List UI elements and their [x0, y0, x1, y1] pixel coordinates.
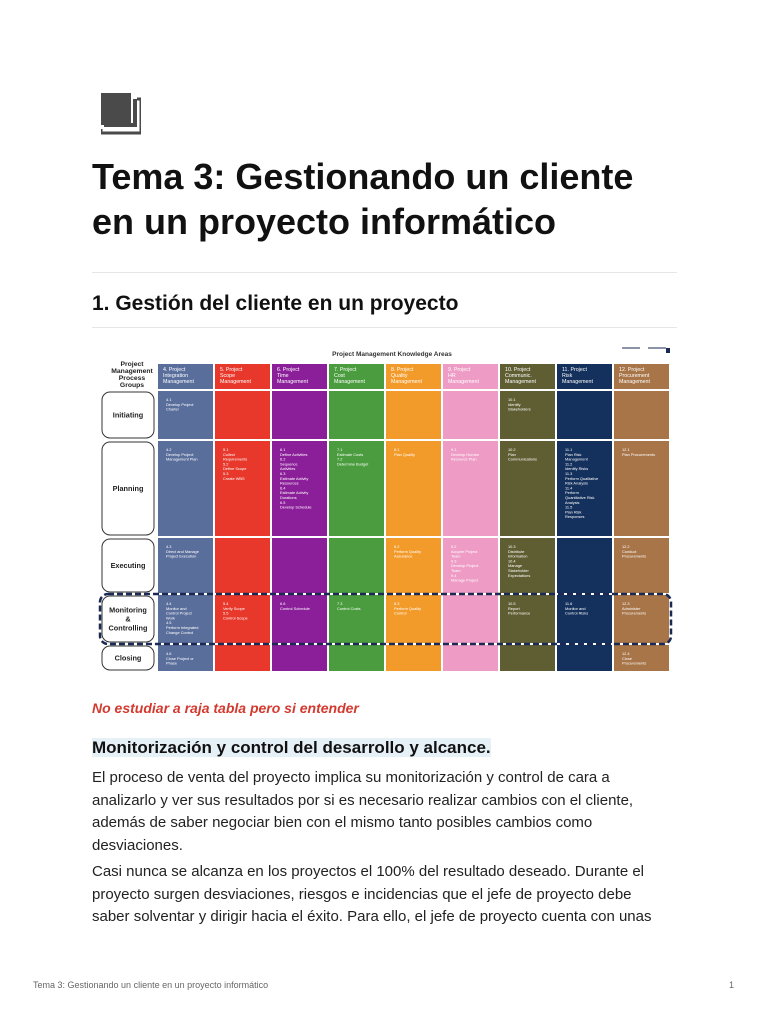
- process-text: Distribute: [508, 548, 525, 554]
- area-cell: [443, 595, 498, 643]
- column-header-label: Integration: [163, 373, 189, 379]
- column-header-label: Management: [619, 379, 650, 385]
- process-text: 11.1: [565, 447, 573, 452]
- process-text: Create WBS: [223, 475, 245, 481]
- process-text: Durations: [280, 495, 297, 500]
- area-cell: [443, 391, 498, 439]
- area-cell: [386, 391, 441, 439]
- process-text: 4.2: [166, 447, 172, 452]
- process-text: Assurance: [394, 553, 413, 559]
- process-text: 9.2: [451, 544, 457, 549]
- process-text: 6.2: [280, 456, 286, 462]
- divider: [92, 327, 677, 328]
- process-text: 7.1: [337, 447, 343, 452]
- area-cell: [557, 538, 612, 593]
- process-text: Perform Quality: [394, 605, 422, 611]
- process-text: Define Scope: [223, 466, 247, 472]
- area-cell: [272, 391, 327, 439]
- column-header-label: Cost: [334, 373, 345, 379]
- process-text: 9.4: [451, 572, 457, 578]
- process-text: 6.6: [280, 601, 286, 606]
- process-text: 10.4: [508, 558, 516, 564]
- process-text: Verify Scope: [223, 605, 245, 611]
- process-text: 5.3: [223, 471, 229, 476]
- process-text: 9.3: [451, 558, 457, 564]
- process-text: 10.1: [508, 397, 516, 402]
- column-header-label: Management: [505, 379, 536, 385]
- process-text: 6.5: [280, 499, 286, 505]
- groups-label-line: Groups: [119, 382, 145, 389]
- process-text: Control Project: [166, 610, 192, 616]
- column-header-label: Quality: [391, 373, 408, 379]
- area-cell: [386, 645, 441, 671]
- process-text: Change Control: [166, 629, 194, 635]
- column-header-label: Management: [391, 379, 422, 385]
- process-text: 10.2: [508, 447, 516, 452]
- process-text: Plan Risk: [565, 509, 582, 515]
- column-header-label: 4. Project: [163, 367, 186, 373]
- process-text: Monitor and: [565, 605, 586, 611]
- process-text: 9.1: [451, 447, 457, 452]
- process-text: Plan Risk: [565, 451, 582, 457]
- process-text: Team: [451, 553, 461, 559]
- process-text: 6.1: [280, 447, 286, 452]
- process-text: 4.3: [166, 544, 172, 549]
- column-header-label: Management: [277, 379, 308, 385]
- process-text: Project Execution: [166, 553, 197, 559]
- process-text: 7.3: [337, 601, 343, 606]
- process-text: Collect: [223, 451, 235, 457]
- process-text: Estimate Activity: [280, 490, 309, 496]
- process-text: Perform Qualitative: [565, 475, 599, 481]
- footer-title: Tema 3: Gestionando un cliente en un proyecto informático: [33, 980, 269, 990]
- process-text: Plan Procurements: [622, 451, 656, 457]
- process-text: Close Project or: [166, 655, 194, 661]
- area-cell: [215, 538, 270, 593]
- subheading: Monitorización y control del desarrollo y alcance.: [92, 738, 491, 757]
- area-cell: [557, 391, 612, 439]
- process-text: Develop Schedule: [280, 504, 312, 510]
- process-text: Communications: [508, 456, 537, 462]
- process-text: Administer: [622, 605, 641, 611]
- process-text: 7.2: [337, 456, 343, 462]
- process-text: Analysis: [565, 499, 580, 505]
- header-mark: [666, 348, 670, 353]
- process-text: Quantitative Risk: [565, 495, 595, 500]
- book-icon: [101, 93, 141, 135]
- pm-knowledge-areas-figure: [92, 342, 676, 676]
- process-text: Control Schedule: [280, 605, 310, 611]
- process-text: 12.2: [622, 544, 630, 549]
- process-text: Activities: [280, 466, 296, 472]
- column-header-label: Scope: [220, 373, 236, 379]
- column-header-label: 8. Project: [391, 367, 414, 373]
- process-group-label: Executing: [110, 561, 146, 570]
- process-text: Perform Quality: [394, 548, 422, 554]
- process-text: Manage: [508, 563, 523, 569]
- process-text: 11.6: [565, 601, 573, 606]
- process-text: Perform Integrated: [166, 625, 199, 630]
- groups-label-line: Project: [120, 361, 144, 368]
- column-header-label: Management: [220, 379, 251, 385]
- process-text: 8.1: [394, 447, 400, 452]
- process-text: Estimate Costs: [337, 451, 364, 457]
- groups-label-line: Management: [111, 368, 153, 375]
- area-cell: [329, 538, 384, 593]
- process-text: 4.5: [166, 620, 172, 626]
- process-text: Develop Project: [451, 563, 479, 569]
- process-text: Phase: [166, 660, 178, 666]
- process-group-label: Closing: [114, 653, 142, 663]
- process-text: Estimate Activity: [280, 475, 309, 481]
- process-text: Control Scope: [223, 615, 248, 621]
- column-header-label: 5. Project: [220, 367, 243, 373]
- process-text: 5.2: [223, 461, 229, 467]
- process-text: Perform: [565, 490, 579, 496]
- process-text: Management: [565, 456, 588, 462]
- process-text: 10.5: [508, 601, 516, 606]
- process-text: Develop Human: [451, 451, 479, 457]
- process-text: Acquire Project: [451, 548, 478, 554]
- figure-header: Project Management Knowledge Areas: [332, 351, 452, 358]
- paragraph-1: El proceso de venta del proyecto implica su monitorización y control de cara a analizarlo y ver sus resultados por si es necesario realizar cambios con el cliente, además de saber negociar bien con el mismo tanto posibles cambios como desviaciones.: [92, 769, 634, 854]
- process-text: 6.3: [280, 471, 286, 476]
- area-cell: [557, 645, 612, 671]
- column-header-label: Management: [163, 379, 194, 385]
- process-text: 4.1: [166, 397, 172, 402]
- process-group-label: Initiating: [112, 410, 144, 420]
- column-header-label: Management: [448, 379, 479, 385]
- process-text: 12.3: [622, 601, 630, 606]
- process-text: Conduct: [622, 548, 637, 554]
- process-group-label: Controlling: [108, 623, 148, 633]
- area-cell: [614, 391, 669, 439]
- area-cell: [443, 645, 498, 671]
- process-text: Work: [166, 615, 176, 621]
- page-number: 1: [728, 980, 734, 990]
- area-cell: [329, 391, 384, 439]
- column-header-label: Time: [277, 373, 289, 379]
- process-text: Team: [451, 568, 461, 573]
- process-text: Charter: [166, 406, 179, 412]
- title-line-1: Tema 3: Gestionando un cliente: [92, 156, 634, 197]
- column-header-label: HR: [448, 373, 456, 379]
- process-text: Plan Quality: [394, 451, 415, 457]
- column-header-label: Risk: [562, 373, 573, 379]
- process-group-label: Monitoring: [109, 605, 147, 615]
- process-text: Define Activities: [280, 451, 308, 457]
- area-cell: [215, 645, 270, 671]
- process-text: Develop Project: [166, 451, 194, 457]
- process-text: Sequence: [280, 461, 298, 467]
- process-text: Procurements: [622, 553, 647, 559]
- process-text: 5.5: [223, 610, 229, 616]
- column-header-label: 9. Project: [448, 367, 471, 373]
- process-text: Stakeholder: [508, 568, 529, 573]
- area-cell: [500, 645, 555, 671]
- process-text: Control Risks: [565, 610, 589, 616]
- process-text: 6.4: [280, 485, 286, 491]
- paragraph-2: Casi nunca se alcanza en los proyectos el 100% del resultado deseado. Durante el proyecto surgen desviaciones, riesgos e incidencias que el jefe de proyecto debe saber solventar y dirigir hacia el éxito. Para ello, el jefe de proyecto cuenta con unas: [92, 863, 652, 925]
- process-text: 11.5: [565, 504, 573, 510]
- process-text: Procurements: [622, 660, 647, 666]
- process-text: Control Costs: [337, 605, 361, 611]
- process-text: Close: [622, 655, 632, 661]
- process-text: Information: [508, 553, 528, 559]
- column-header-label: 7. Project: [334, 367, 357, 373]
- process-text: Responses: [565, 514, 585, 520]
- process-text: Monitor and: [166, 605, 187, 611]
- divider: [92, 272, 677, 273]
- column-header-label: 6. Project: [277, 367, 300, 373]
- process-text: 11.4: [565, 485, 573, 491]
- process-text: 11.2: [565, 461, 573, 467]
- study-note: No estudiar a raja tabla pero si entender: [92, 700, 359, 716]
- process-text: Resources: [280, 480, 299, 486]
- column-header-label: Management: [334, 379, 365, 385]
- process-text: Procurements: [622, 610, 647, 616]
- process-text: Expectations: [508, 572, 531, 578]
- area-cell: [272, 538, 327, 593]
- section-heading: 1. Gestión del cliente en un proyecto: [92, 292, 459, 315]
- process-text: Manage Project: [451, 577, 479, 583]
- process-text: 12.4: [622, 651, 630, 656]
- process-text: 5.4: [223, 601, 229, 606]
- process-text: Performance: [508, 610, 531, 616]
- process-group-label: Planning: [112, 484, 144, 493]
- area-cell: [272, 645, 327, 671]
- process-text: Identify Risks: [565, 466, 589, 472]
- column-header-label: Procurement: [619, 373, 650, 379]
- process-text: Report: [508, 605, 520, 611]
- process-text: Identify: [508, 401, 521, 407]
- process-text: Management Plan: [166, 456, 198, 462]
- column-header-label: 10. Project: [505, 367, 531, 373]
- process-text: 4.6: [166, 651, 172, 656]
- column-header-label: 12. Project: [619, 367, 645, 373]
- groups-label-line: Process: [118, 375, 146, 382]
- page-title: [92, 154, 692, 244]
- process-text: 12.1: [622, 447, 630, 452]
- process-text: Control: [394, 610, 407, 616]
- title-line-2: en un proyecto informático: [92, 201, 557, 242]
- process-text: 11.3: [565, 471, 573, 476]
- area-cell: [215, 391, 270, 439]
- column-header-label: Management: [562, 379, 593, 385]
- column-header-label: Communic.: [505, 373, 532, 379]
- process-text: 5.1: [223, 447, 229, 452]
- process-text: Plan: [508, 451, 516, 457]
- process-text: 10.3: [508, 544, 516, 549]
- process-text: Resource Plan: [451, 456, 477, 462]
- process-group-label: &: [125, 614, 131, 624]
- column-header-label: 11. Project: [562, 367, 587, 373]
- process-text: 8.2: [394, 544, 400, 549]
- process-text: Risk Analysis: [565, 480, 588, 486]
- process-text: 4.4: [166, 601, 172, 606]
- process-text: Determine Budget: [337, 461, 369, 467]
- process-text: Requirements: [223, 456, 248, 462]
- area-cell: [329, 645, 384, 671]
- process-text: Stakeholders: [508, 406, 531, 412]
- process-text: 8.3: [394, 601, 400, 606]
- process-text: Direct and Manage: [166, 548, 199, 554]
- process-text: Develop Project: [166, 401, 194, 407]
